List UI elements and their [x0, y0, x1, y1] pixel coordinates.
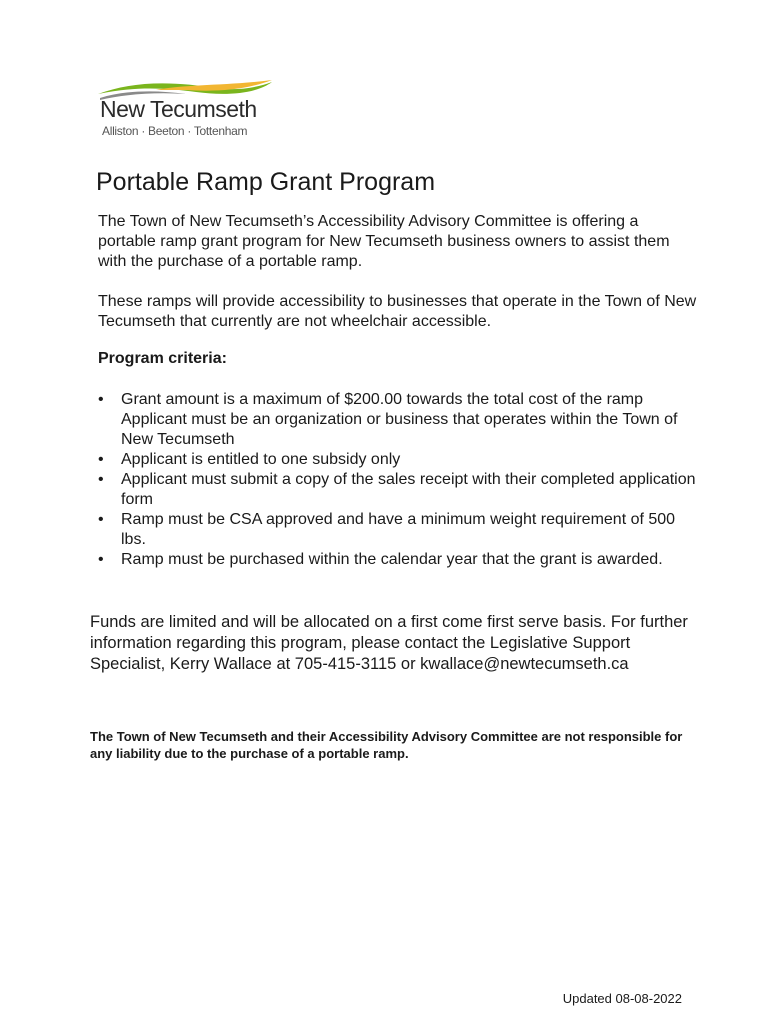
criteria-text: Grant amount is a maximum of $200.00 towards the total cost of the ramp Applicant must be an organization or business that operates within the Town of New Tecumseth: [121, 391, 678, 448]
list-item: [98, 550, 698, 570]
updated-date: Updated 08-08-2022: [562, 991, 682, 1006]
funds-paragraph: Funds are limited and will be allocated on a first come first serve basis. For further information regarding this program, please contact the Legislative Support Specialist, Kerry Wallace at 705-415-3115 or kwallace@newtecumseth.ca: [90, 613, 688, 673]
bullet-icon: •: [98, 391, 104, 408]
criteria-heading: Program criteria:: [98, 350, 227, 367]
logo-subtitle: Alliston · Beeton · Tottenham: [102, 124, 248, 138]
town-logo: [96, 78, 276, 140]
bullet-icon: •: [98, 471, 104, 488]
bullet-icon: •: [98, 551, 104, 568]
criteria-text: Ramp must be CSA approved and have a minimum weight requirement of 500 lbs.: [121, 511, 676, 548]
page-title: Portable Ramp Grant Program: [96, 168, 436, 196]
list-item: [98, 510, 698, 550]
bullet-icon: •: [98, 511, 104, 528]
logo-name: New Tecumseth: [100, 96, 257, 122]
list-item: [98, 470, 698, 510]
criteria-text: Applicant must submit a copy of the sales receipt with their completed application form: [121, 471, 696, 508]
ramps-paragraph: These ramps will provide accessibility to businesses that operate in the Town of New Tecumseth that currently are not wheelchair accessible.: [98, 293, 697, 330]
list-item: [98, 450, 698, 470]
disclaimer: The Town of New Tecumseth and their Accessibility Advisory Committee are not responsible for any liability due to the purchase of a portable ramp.: [90, 729, 683, 761]
criteria-text: Applicant is entitled to one subsidy only: [121, 451, 401, 468]
list-item: [98, 390, 698, 450]
criteria-text: Ramp must be purchased within the calendar year that the grant is awarded.: [121, 551, 663, 568]
bullet-icon: •: [98, 451, 104, 468]
intro-paragraph: The Town of New Tecumseth’s Accessibility Advisory Committee is offering a portable ramp grant program for New Tecumseth business owners to assist them with the purchase of a portable ramp.: [98, 213, 670, 270]
criteria-list: [98, 390, 698, 570]
